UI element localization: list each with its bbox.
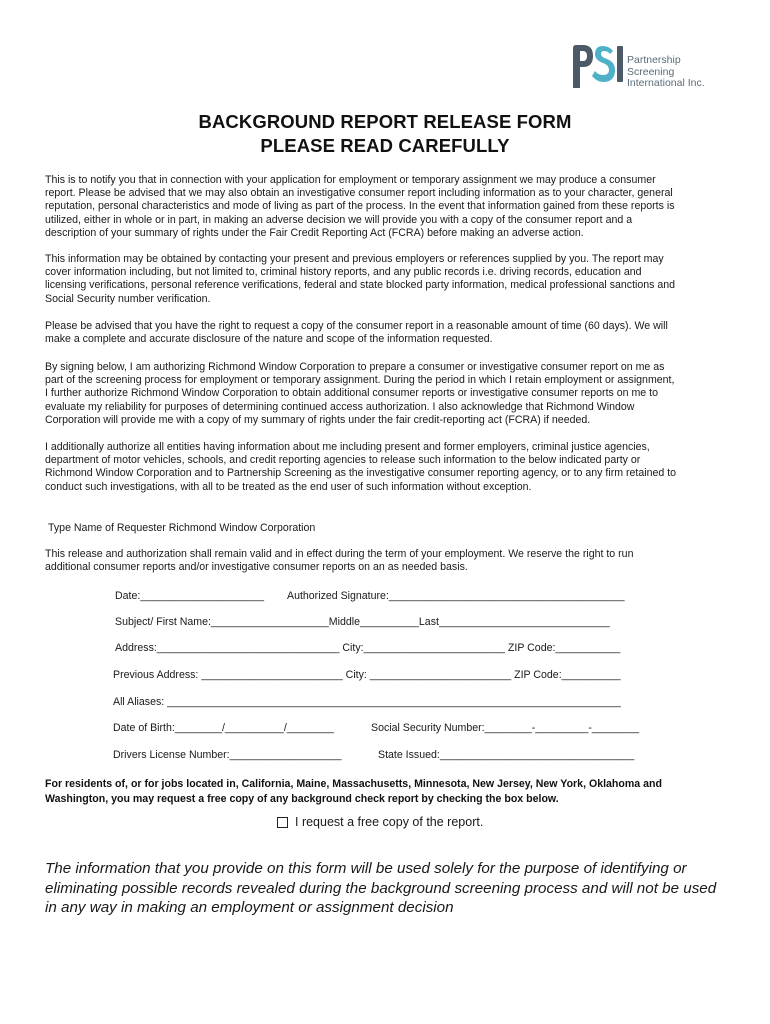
subject-name-field[interactable]: Subject/ First Name:____________________Middle__________Last_____________________________ (115, 616, 610, 628)
free-copy-checkbox[interactable] (277, 817, 288, 828)
paragraph-line: By signing below, I am authorizing Richmond Window Corporation to prepare a consumer or investigative consumer report on me as (45, 361, 665, 373)
validity-paragraph (45, 548, 725, 574)
paragraph-line: Social Security number verification. (45, 292, 211, 305)
requester-name: Type Name of Requester Richmond Window Corporation (48, 522, 316, 534)
paragraph-line: utilized, either in whole or in part, in making an adverse decision we will provide you with a copy of the consumer report and a (45, 213, 633, 226)
paragraph-line: part of the screening process for employment or temporary assignment. During the period in which I retain employment or assignment, (45, 374, 675, 387)
closing-line: eliminating possible records revealed during the background screening process and will not be used (45, 879, 717, 897)
paragraph-line: I further authorize Richmond Window Corporation to obtain additional consumer reports or investigative consumer reports on me to (45, 387, 658, 400)
paragraph-line: additional consumer reports and/or investigative consumer reports on an as needed basis. (45, 561, 468, 574)
notice-line: For residents of, or for jobs located in, California, Maine, Massachusetts, Minnesota, New Jersey, New York, Oklahoma and (45, 778, 662, 790)
state-issued-field[interactable]: State Issued:_________________________________ (378, 749, 635, 761)
company-logo (571, 42, 721, 92)
paragraph-line: This release and authorization shall remain valid and in effect during the term of your employment. We reserve the right to run (45, 548, 634, 560)
paragraph-line: Corporation will provide me with a copy of my summary of rights under the fair credit-reporting act (FCRA) if needed. (45, 413, 591, 426)
address-field[interactable]: Address:_______________________________ City:________________________ ZIP Code:___________ (115, 642, 621, 654)
authorization-paragraph (45, 361, 725, 427)
date-of-birth-field[interactable]: Date of Birth:________/__________/________ (113, 722, 334, 734)
paragraph-line: department of motor vehicles, schools, and credit reporting agencies to release such information to the below indicated party or (45, 454, 641, 467)
right-to-copy-paragraph (45, 320, 725, 346)
aliases-field[interactable]: All Aliases: _____________________________________________________________________________ (113, 696, 621, 708)
free-copy-option[interactable] (277, 815, 483, 829)
paragraph-line: cover information including, but not limited to, criminal history reports, and any public records i.e. driving records, education and (45, 266, 642, 279)
residents-notice (45, 777, 735, 806)
form-subtitle: PLEASE READ CAREFULLY (260, 135, 510, 156)
notice-line: Washington, you may request a free copy of any background check report by checking the box below. (45, 792, 559, 805)
logo-line-3: International Inc. (627, 77, 705, 89)
paragraph-line: conduct such investigations, with all to be treated as the end user of such information without exception. (45, 480, 532, 493)
additional-authorization-paragraph (45, 441, 725, 494)
paragraph-line: This is to notify you that in connection with your application for employment or temporary assignment we may produce a consumer (45, 174, 656, 186)
date-field[interactable]: Date:_____________________ (115, 590, 265, 602)
closing-line: in any way in making an employment or assignment decision (45, 899, 454, 916)
logo-text (627, 55, 705, 90)
paragraph-line: licensing verifications, personal reference verifications, federal and state blocked party information, medical professional sanctions and (45, 279, 676, 292)
form-title: BACKGROUND REPORT RELEASE FORM (198, 111, 572, 132)
logo-line-1: Partnership (627, 54, 681, 66)
closing-statement (45, 859, 745, 918)
paragraph-line: Please be advised that you have the right to request a copy of the consumer report in a reasonable amount of time (60 days). We will (45, 320, 668, 332)
paragraph-line: Richmond Window Corporation and to Partnership Screening as the investigative consumer reporting agency, or to any firm retained to (45, 467, 677, 480)
ssn-field[interactable]: Social Security Number:________-_________-________ (371, 722, 639, 734)
information-sources-paragraph (45, 253, 725, 306)
paragraph-line: This information may be obtained by contacting your present and previous employers or references supplied by you. The report may (45, 253, 664, 265)
paragraph-line: reputation, personal characteristics and mode of living as part of the process. In the event that information gained from these reports is (45, 200, 675, 213)
logo-line-2: Screening (627, 65, 675, 78)
notice-paragraph (45, 174, 725, 240)
paragraph-line: description of your summary of rights under the Fair Credit Reporting Act (FCRA) before making an adverse action. (45, 226, 584, 239)
closing-line: The information that you provide on this form will be used solely for the purpose of identifying or (45, 860, 687, 877)
psi-logo-mark-icon (571, 42, 626, 90)
previous-address-field[interactable]: Previous Address: ________________________ City: ________________________ ZIP Code:__________ (113, 669, 621, 681)
paragraph-line: evaluate my reliability for purposes of determining continued access authorization. I also acknowledge that Richmond Window (45, 400, 635, 413)
paragraph-line: report. Please be advised that we may also obtain an investigative consumer report including information as to your character, general (45, 187, 673, 200)
free-copy-label: I request a free copy of the report. (295, 815, 484, 829)
drivers-license-field[interactable]: Drivers License Number:___________________ (113, 749, 342, 761)
paragraph-line: I additionally authorize all entities having information about me including present and former employers, criminal justice agencies, (45, 441, 650, 453)
paragraph-line: make a complete and accurate disclosure of the nature and scope of the information requested. (45, 333, 493, 346)
authorized-signature-field[interactable]: Authorized Signature:________________________________________ (287, 590, 625, 602)
